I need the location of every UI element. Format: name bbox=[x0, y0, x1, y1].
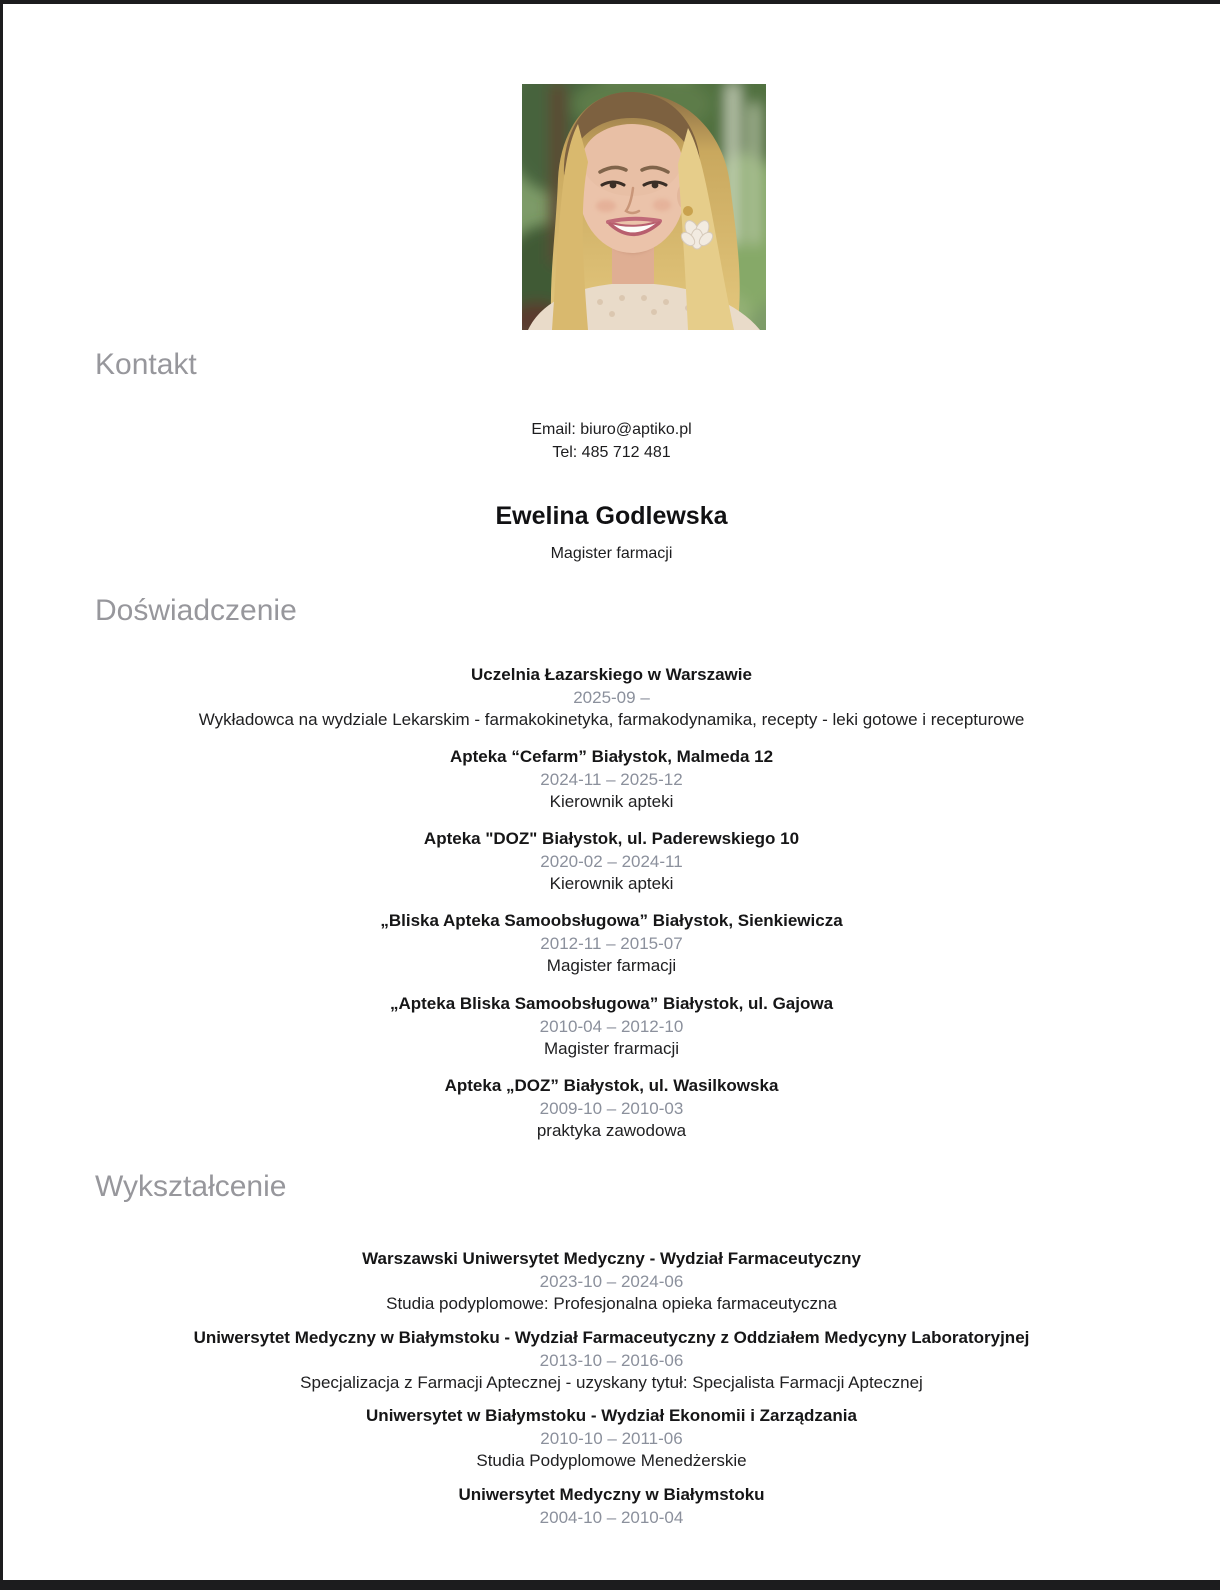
entry-description: Wykładowca na wydziale Lekarskim - farmakokinetyka, farmakodynamika, recepty - leki gotowe i recepturowe bbox=[198, 710, 1025, 729]
contact-block bbox=[3, 418, 1220, 464]
entry-title: Uniwersytet w Białymstoku - Wydział Ekonomii i Zarządzania bbox=[366, 1406, 857, 1425]
section-heading-wyksztalcenie: Wykształcenie bbox=[95, 1170, 287, 1203]
entry-dates: 2013-10 – 2016-06 bbox=[539, 1350, 684, 1370]
entry-title: Apteka “Cefarm” Białystok, Malmeda 12 bbox=[449, 747, 774, 766]
entry-dates: 2024-11 – 2025-12 bbox=[540, 769, 683, 789]
entry-dates: 2023-10 – 2024-06 bbox=[539, 1271, 684, 1291]
education-entry bbox=[3, 1484, 1220, 1529]
entry-title: Uniwersytet Medyczny w Białymstoku - Wydział Farmaceutyczny z Oddziałem Medycyny Laboratoryjnej bbox=[193, 1328, 1030, 1347]
experience-entry bbox=[3, 746, 1220, 814]
entry-description: Kierownik apteki bbox=[549, 792, 674, 811]
entry-description: Specjalizacja z Farmacji Aptecznej - uzyskany tytuł: Specjalista Farmacji Aptecznej bbox=[300, 1373, 923, 1392]
entry-title: „Apteka Bliska Samoobsługowa” Białystok, ul. Gajowa bbox=[389, 994, 834, 1013]
entry-description: praktyka zawodowa bbox=[536, 1121, 687, 1140]
contact-email: Email: biuro@aptiko.pl bbox=[531, 421, 692, 438]
experience-entry bbox=[3, 993, 1220, 1061]
entry-description: Magister farmacji bbox=[546, 956, 677, 975]
entry-title: Warszawski Uniwersytet Medyczny - Wydział Farmaceutyczny bbox=[362, 1249, 861, 1268]
experience-entry bbox=[3, 1075, 1220, 1143]
education-entry bbox=[3, 1248, 1220, 1316]
entry-title: Apteka "DOZ" Białystok, ul. Paderewskiego 10 bbox=[423, 829, 800, 848]
entry-description: Magister frarmacji bbox=[543, 1039, 680, 1058]
person-name: Ewelina Godlewska bbox=[495, 502, 728, 530]
profile-photo bbox=[522, 84, 766, 330]
entry-dates: 2009-10 – 2010-03 bbox=[539, 1098, 684, 1118]
entry-description: Kierownik apteki bbox=[549, 874, 674, 893]
entry-dates: 2010-04 – 2012-10 bbox=[539, 1016, 684, 1036]
entry-title: „Bliska Apteka Samoobsługowa” Białystok, Sienkiewicza bbox=[380, 911, 843, 930]
education-entry bbox=[3, 1327, 1220, 1395]
entry-dates: 2010-10 – 2011-06 bbox=[540, 1428, 683, 1448]
entry-title: Uniwersytet Medyczny w Białymstoku bbox=[458, 1485, 765, 1504]
entry-description: Studia Podyplomowe Menedżerskie bbox=[476, 1451, 747, 1470]
experience-entry bbox=[3, 828, 1220, 896]
cv-page bbox=[3, 4, 1220, 1580]
section-heading-kontakt: Kontakt bbox=[95, 348, 197, 381]
portrait-photo-graphic bbox=[522, 84, 766, 330]
entry-title: Apteka „DOZ” Białystok, ul. Wasilkowska bbox=[444, 1076, 779, 1095]
entry-dates: 2020-02 – 2024-11 bbox=[540, 851, 683, 871]
entry-dates: 2004-10 – 2010-04 bbox=[539, 1507, 684, 1527]
entry-dates: 2012-11 – 2015-07 bbox=[540, 933, 683, 953]
entry-title: Uczelnia Łazarskiego w Warszawie bbox=[471, 665, 752, 684]
education-entry bbox=[3, 1405, 1220, 1473]
entry-description: Studia podyplomowe: Profesjonalna opieka farmaceutyczna bbox=[386, 1294, 837, 1313]
experience-entry bbox=[3, 664, 1220, 732]
entry-dates: 2025-09 – bbox=[573, 687, 650, 707]
person-title: Magister farmacji bbox=[550, 545, 673, 562]
contact-phone: Tel: 485 712 481 bbox=[552, 444, 671, 461]
section-heading-doswiadczenie: Doświadczenie bbox=[95, 594, 297, 627]
experience-entry bbox=[3, 910, 1220, 978]
